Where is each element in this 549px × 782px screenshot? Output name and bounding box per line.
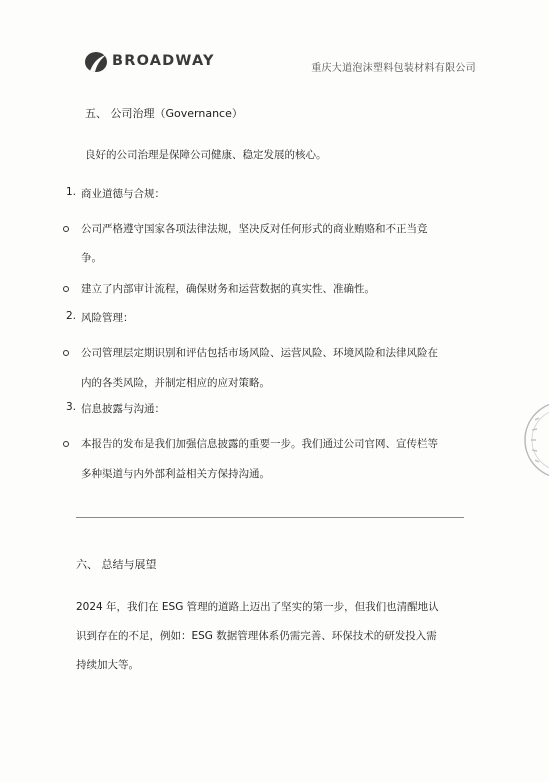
- logo-text: BROADWAY: [112, 53, 215, 69]
- company-name: 重庆大道泡沫塑料包装材料有限公司: [311, 63, 476, 74]
- subheading-disclosure: 信息披露与沟通：: [81, 403, 165, 415]
- list-number: 3.: [66, 401, 77, 413]
- list-item-text: 公司严格遵守国家各项法律法规，坚决反对任何形式的商业贿赂和不正当竞: [81, 223, 428, 235]
- list-item-text: 本报告的发布是我们加强信息披露的重要一步。我们通过公司官网、宣传栏等: [81, 438, 438, 450]
- section-heading-governance: 五、 公司治理（Governance）: [85, 107, 243, 120]
- subheading-business-ethics: 商业道德与合规：: [81, 188, 165, 200]
- summary-paragraph-line: 持续加大等。: [76, 659, 139, 671]
- list-item-text: 公司管理层定期识别和评估包括市场风险、运营风险、环境风险和法律风险在: [81, 347, 438, 359]
- section-divider: [76, 517, 464, 518]
- list-number: 1.: [66, 186, 77, 198]
- list-item-text-cont: 内的各类风险，并制定相应的应对策略。: [81, 377, 270, 389]
- company-seal-icon: [523, 395, 549, 485]
- bullet-icon: [63, 226, 69, 232]
- list-item-text-cont: 争。: [81, 252, 102, 264]
- summary-paragraph-line: 2024 年，我们在 ESG 管理的道路上迈出了坚实的第一步，但我们也清醒地认: [76, 601, 439, 613]
- list-item-text: 建立了内部审计流程，确保财务和运营数据的真实性、准确性。: [81, 283, 375, 295]
- list-item-text-cont: 多种渠道与内外部利益相关方保持沟通。: [81, 468, 270, 480]
- broadway-logo-icon: [84, 51, 108, 73]
- list-number: 2.: [66, 310, 77, 322]
- bullet-icon: [63, 350, 69, 356]
- subheading-risk-management: 风险管理：: [81, 312, 134, 324]
- summary-paragraph-line: 识到存在的不足，例如：ESG 数据管理体系仍需完善、环保技术的研发投入需: [76, 630, 437, 642]
- bullet-icon: [63, 286, 69, 292]
- bullet-icon: [63, 441, 69, 447]
- page-header: [84, 50, 476, 76]
- section-intro: 良好的公司治理是保障公司健康、稳定发展的核心。: [85, 149, 327, 161]
- section-heading-summary: 六、 总结与展望: [76, 558, 157, 571]
